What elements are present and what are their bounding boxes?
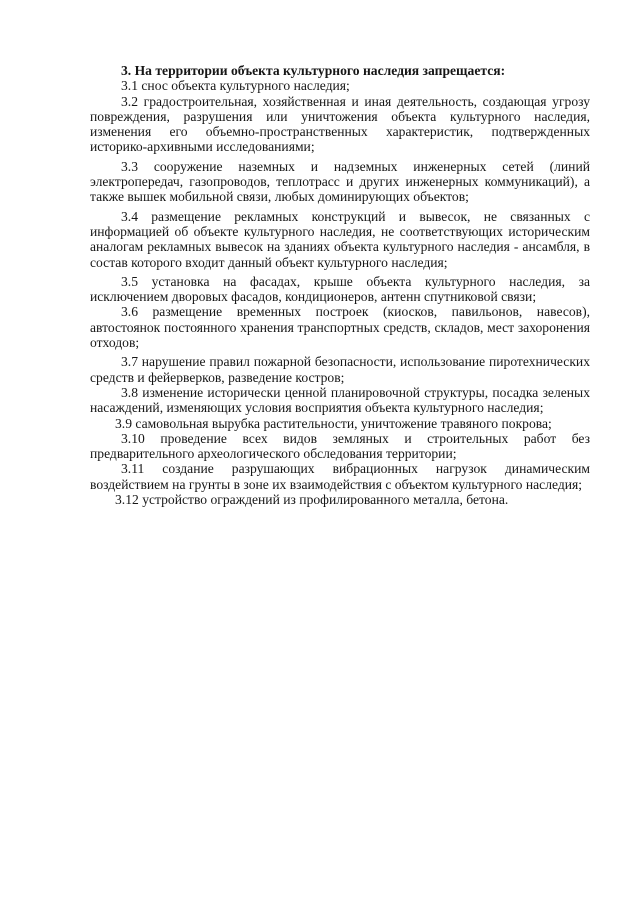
list-item-3-10: 3.10 проведение всех видов земляных и строительных работ без предварительного археологического обследования территории; <box>90 430 590 462</box>
section-heading: 3. На территории объекта культурного наследия запрещается: <box>121 63 506 78</box>
list-item-3-6: 3.6 размещение временных построек (киосков, павильонов, навесов), автостоянок постоянного хранения транспортных средств, складов, мест захоронения отходов; <box>90 304 590 351</box>
list-item-3-1: 3.1 снос объекта культурного наследия; <box>121 78 350 94</box>
list-item-3-4: 3.4 размещение рекламных конструкций и вывесок, не связанных с информацией об объекте культурного наследия, не соответствующих историческим аналогам рекламных вывесок на зданиях объекта культурного наследия - ансамбля, в состав которого входит данный объект культурного наследия; <box>90 208 590 270</box>
list-item-3-2: 3.2 градостроительная, хозяйственная и иная деятельность, создающая угрозу повреждения, разрушения или уничтожения объекта культурного наследия, изменения его объемно-пространственных характеристик, подтвержденных историко-архивными исследованиями; <box>90 93 590 155</box>
list-item-3-9: 3.9 самовольная вырубка растительности, уничтожение травяного покрова; <box>115 415 552 431</box>
list-item-3-12: 3.12 устройство ограждений из профилированного металла, бетона. <box>115 492 509 508</box>
document-body <box>90 63 590 507</box>
list-item-3-11: 3.11 создание разрушающих вибрационных нагрузок динамическим воздействием на грунты в зоне их взаимодействия с объектом культурного наследия; <box>90 461 590 492</box>
list-item-3-8: 3.8 изменение исторически ценной планировочной структуры, посадка зеленых насаждений, изменяющих условия восприятия объекта культурного наследия; <box>90 384 590 416</box>
list-item-3-5: 3.5 установка на фасадах, крыше объекта культурного наследия, за исключением дворовых фасадов, кондиционеров, антенн спутниковой связи; <box>90 273 590 305</box>
list-item-3-3: 3.3 сооружение наземных и надземных инженерных сетей (линий электропередач, газопроводов, теплотрасс и других инженерных коммуникаций), а также вышек мобильной связи, любых доминирующих объектов; <box>90 158 590 205</box>
list-item-3-7: 3.7 нарушение правил пожарной безопасности, использование пиротехнических средств и фейерверков, разведение костров; <box>90 354 590 385</box>
